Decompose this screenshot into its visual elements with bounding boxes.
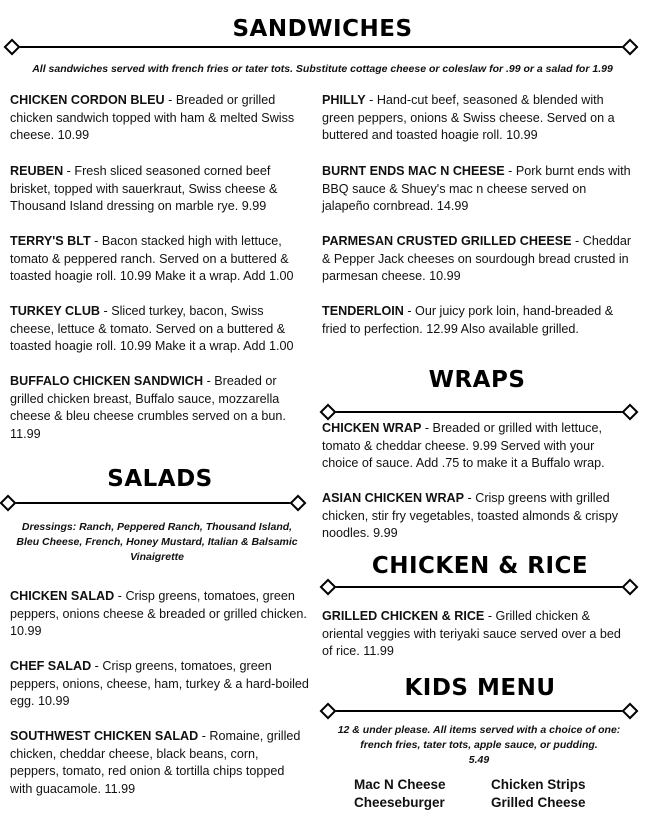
menu-item — [322, 303, 634, 338]
menu-item-name: CHEF SALAD — [10, 659, 92, 673]
kids-item: Mac N Cheese — [354, 777, 446, 792]
menu-item-name: CHICKEN CORDON BLEU — [10, 93, 165, 107]
menu-item — [322, 608, 634, 661]
menu-item-description: - Pork burnt ends with BBQ sauce & Shuey's mac n cheese served on jalapeño cornbread. 14.99 — [322, 164, 631, 214]
menu-item — [10, 303, 310, 356]
menu-item — [10, 728, 310, 798]
kids-menu-heading: KIDS MENU — [404, 675, 556, 701]
menu-item — [10, 588, 310, 641]
divider — [328, 710, 630, 712]
menu-item-name: CHICKEN SALAD — [10, 589, 115, 603]
menu-item-name: BURNT ENDS MAC N CHEESE — [322, 164, 505, 178]
menu-item — [10, 373, 310, 443]
menu-item-description: - Our juicy pork loin, hand-breaded & fried to perfection. 12.99 Also available grilled. — [322, 304, 614, 336]
divider — [12, 46, 630, 48]
menu-item — [322, 233, 634, 286]
menu-item-description: - Romaine, grilled chicken, cheddar cheese, black beans, corn, peppers, tomato, red onion & tortilla chips topped with guacamole. 11.99 — [10, 729, 301, 796]
menu-item-description: - Fresh sliced seasoned corned beef brisket, topped with sauerkraut, Swiss cheese & Thousand Island dressing on marble rye. 9.99 — [10, 164, 278, 214]
wraps-heading: WRAPS — [428, 367, 526, 393]
menu-item — [322, 420, 634, 473]
kids-item: Cheeseburger — [354, 795, 445, 810]
menu-item-name: PHILLY — [322, 93, 366, 107]
menu-item-name: BUFFALO CHICKEN SANDWICH — [10, 374, 204, 388]
kids-item: Grilled Cheese — [491, 795, 586, 810]
menu-item — [10, 92, 310, 145]
menu-item-description: - Cheddar & Pepper Jack cheeses on sourdough bread crusted in parmesan cheese. 10.99 — [322, 234, 632, 284]
menu-item — [322, 490, 634, 543]
menu-item-name: SOUTHWEST CHICKEN SALAD — [10, 729, 199, 743]
salads-heading: SALADS — [107, 466, 213, 492]
menu-item-description: - Breaded or grilled with lettuce, tomato & cheddar cheese. 9.99 Served with your choice of sauce. Add .75 to make it a Buffalo wrap. — [322, 421, 605, 471]
kids-note: 12 & under please. All items served with a choice of one: french fries, tater tots, apple sauce, or pudding. — [337, 724, 621, 751]
menu-item — [10, 163, 310, 216]
menu-item-description: - Crisp greens, tomatoes, green peppers, onions, cheese, ham, turkey & a hard-boiled egg. 10.99 — [10, 659, 309, 709]
menu-item-description: - Crisp greens with grilled chicken, stir fry vegetables, toasted almonds & crispy noodles. 9.99 — [322, 491, 619, 541]
menu-item — [322, 163, 634, 216]
menu-item-description: - Sliced turkey, bacon, Swiss cheese, lettuce & tomato. Served on a buttered & toasted hoagie roll. 10.99 Make it a wrap. Add 1.00 — [10, 304, 294, 354]
menu-item-name: TENDERLOIN — [322, 304, 404, 318]
menu-item — [10, 233, 310, 286]
menu-item-name: TURKEY CLUB — [10, 304, 101, 318]
menu-item-name: PARMESAN CRUSTED GRILLED CHEESE — [322, 234, 572, 248]
sandwiches-heading: SANDWICHES — [232, 16, 413, 42]
menu-item-description: - Hand-cut beef, seasoned & blended with green peppers, onions & Swiss cheese. Served on a buttered and toasted hoagie roll. 10.99 — [322, 93, 615, 143]
menu-item-description: - Bacon stacked high with lettuce, tomato & peppered ranch. Served on a buttered & toasted hoagie roll. 10.99 Make it a wrap. Add 1.00 — [10, 234, 294, 284]
divider — [328, 586, 630, 588]
sandwiches-note: All sandwiches served with french fries or tater tots. Substitute cottage cheese or coleslaw for .99 or a salad for 1.99 — [32, 63, 613, 75]
divider — [8, 502, 298, 504]
menu-item-name: REUBEN — [10, 164, 64, 178]
menu-item-name: CHICKEN WRAP — [322, 421, 422, 435]
menu-item-description: - Grilled chicken & oriental veggies with teriyaki sauce served over a bed of rice. 11.99 — [322, 609, 621, 659]
menu-item-description: - Crisp greens, tomatoes, green peppers, onions cheese & breaded or grilled chicken. 10.99 — [10, 589, 307, 639]
divider — [328, 411, 630, 413]
dressings-note: Dressings: Ranch, Peppered Ranch, Thousand Island, Bleu Cheese, French, Honey Mustard, Italian & Balsamic Vinaigrette — [16, 521, 298, 563]
menu-item-name: GRILLED CHICKEN & RICE — [322, 609, 485, 623]
menu-item — [10, 658, 310, 711]
menu-item-name: ASIAN CHICKEN WRAP — [322, 491, 465, 505]
menu-item-description: - Breaded or grilled chicken sandwich topped with ham & melted Swiss cheese. 10.99 — [10, 93, 295, 143]
kids-price: 5.49 — [468, 754, 490, 766]
menu-item-name: TERRY'S BLT — [10, 234, 91, 248]
menu-item-description: - Breaded or grilled chicken breast, Buffalo sauce, mozzarella cheese & bleu cheese crumbles served on a bun. 11.99 — [10, 374, 286, 441]
chicken-rice-heading: CHICKEN & RICE — [371, 553, 589, 579]
kids-item: Chicken Strips — [491, 777, 586, 792]
menu-item — [322, 92, 634, 145]
